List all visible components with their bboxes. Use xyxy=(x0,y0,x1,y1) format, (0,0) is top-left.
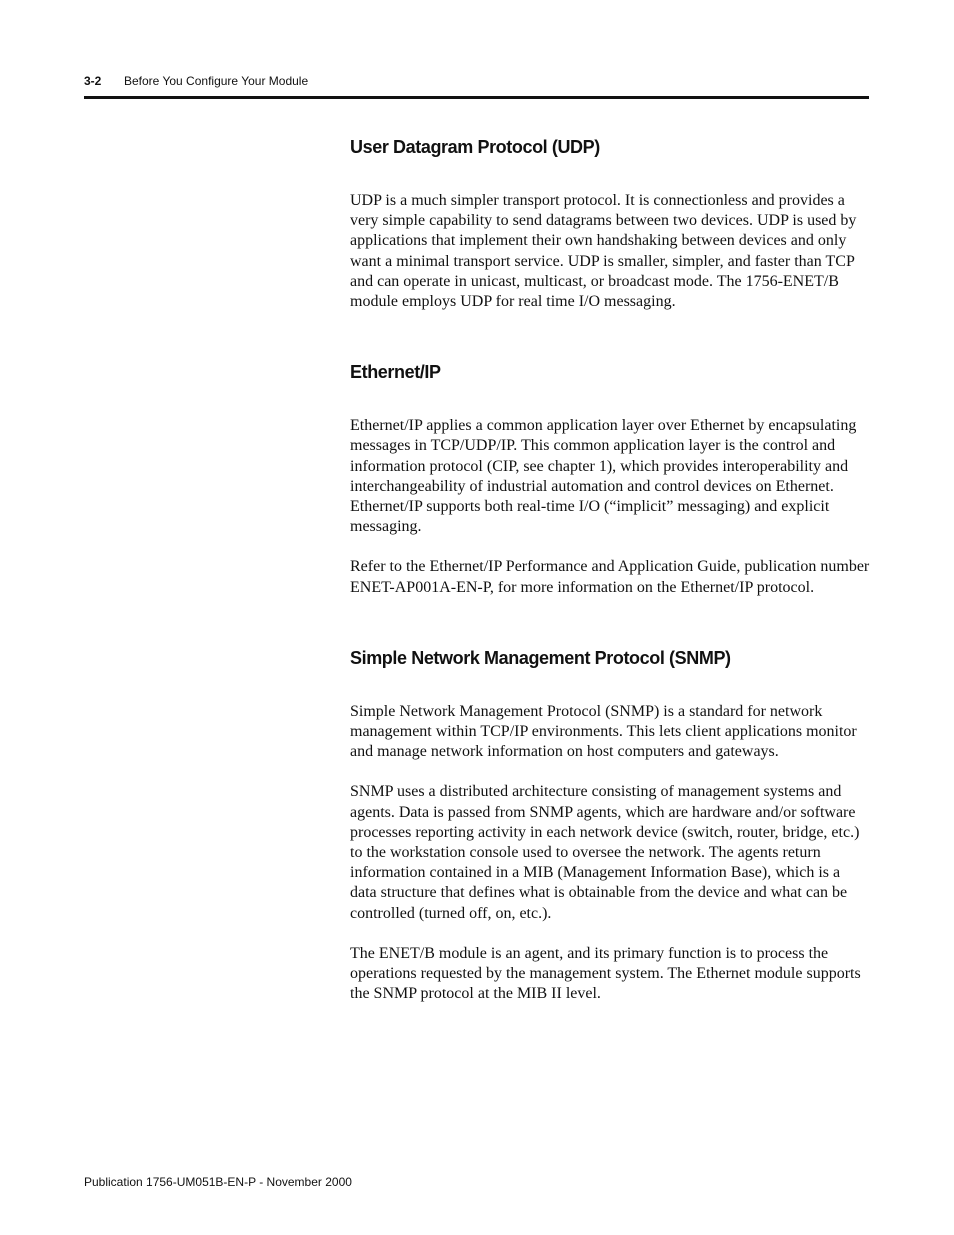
section-snmp xyxy=(350,645,870,1005)
body-paragraph: SNMP uses a distributed architecture consisting of management systems and agents. Data is passed from SNMP agents, which are hardware and/or software processes reporting activity in each network device (switch, router, bridge, etc.) to the workstation console used to oversee the network. The agents return information contained in a MIB (Management Information Base), which is a data structure that defines what is obtainable from the device and what can be controlled (turned off, on, etc.). xyxy=(350,783,860,922)
main-content xyxy=(350,134,870,1051)
page-footer: Publication 1756-UM051B-EN-P - November 2000 xyxy=(84,1175,352,1189)
section-heading: Simple Network Management Protocol (SNMP) xyxy=(350,647,731,668)
section-udp xyxy=(350,134,870,312)
section-heading: Ethernet/IP xyxy=(350,362,441,383)
body-paragraph: The ENET/B module is an agent, and its primary function is to process the operations requested by the management system. The Ethernet module supports the SNMP protocol at the MIB II level. xyxy=(350,944,861,1003)
body-paragraph: UDP is a much simpler transport protocol. It is connectionless and provides a very simple capability to send datagrams between two devices. UDP is used by applications that implement their own handshaking between devices and only want a minimal transport service. UDP is smaller, simpler, and faster than TCP and can operate in unicast, multicast, or broadcast mode. The 1756-ENET/B module employs UDP for real time I/O messaging. xyxy=(350,192,857,311)
body-paragraph: Simple Network Management Protocol (SNMP) is a standard for network management within TCP/IP environments. This lets client applications monitor and manage network information on host computers and gateways. xyxy=(350,702,857,761)
page-header xyxy=(84,74,869,98)
section-ethernet-ip xyxy=(350,359,870,598)
header-divider xyxy=(84,96,869,99)
body-paragraph: Refer to the Ethernet/IP Performance and Application Guide, publication number ENET-AP001A-EN-P, for more information on the Ethernet/IP protocol. xyxy=(350,558,870,596)
running-title: Before You Configure Your Module xyxy=(124,74,309,88)
body-paragraph: Ethernet/IP applies a common application layer over Ethernet by encapsulating messages in TCP/UDP/IP. This common application layer is the control and information protocol (CIP, see chapter 1), which provides interoperability and interchangeability of industrial automation and control devices on Ethernet. Ethernet/IP supports both real-time I/O (“implicit” messaging) and explicit messaging. xyxy=(350,417,857,536)
page-number: 3-2 xyxy=(84,74,102,88)
section-heading: User Datagram Protocol (UDP) xyxy=(350,137,600,157)
